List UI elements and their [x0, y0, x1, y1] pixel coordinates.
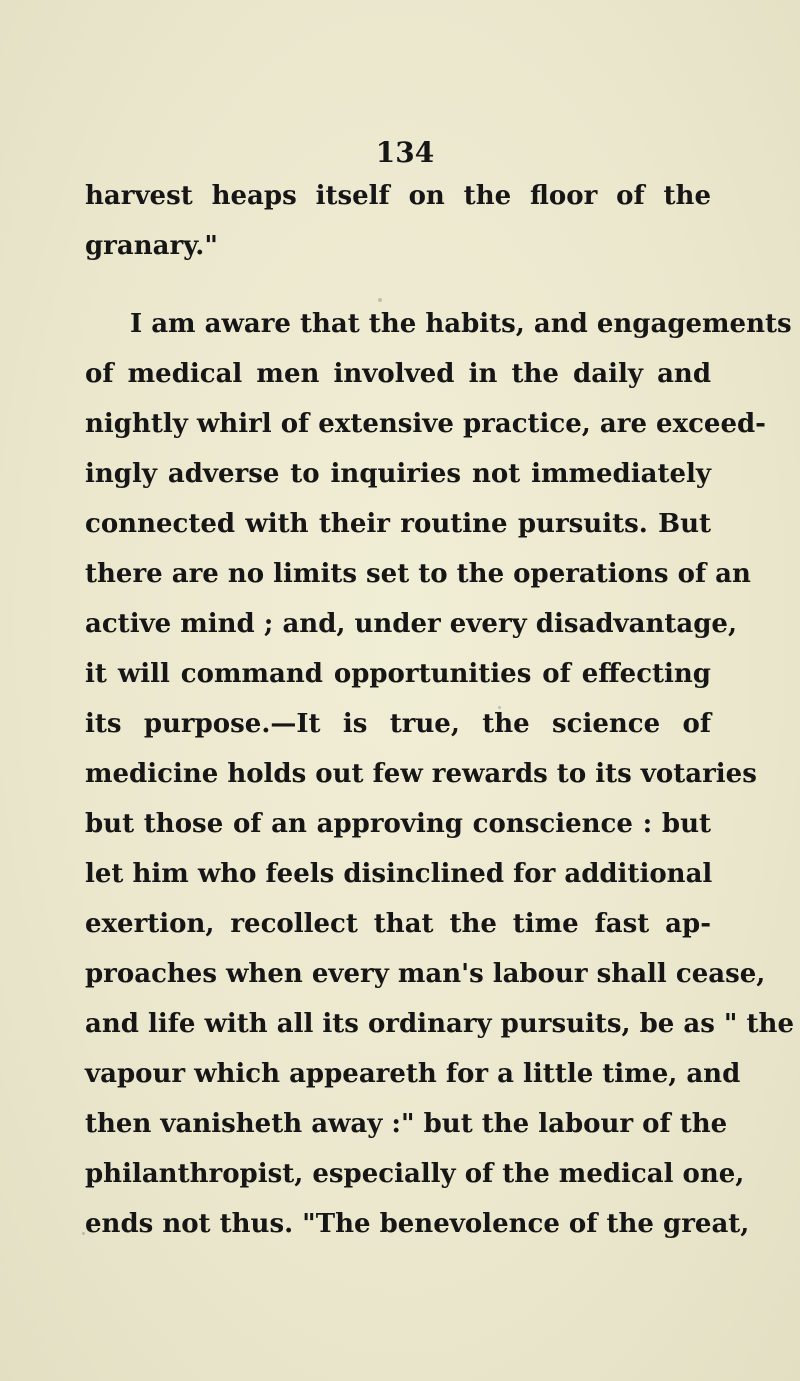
text-line-11: its purpose.—It is true, the science of [85, 709, 711, 739]
text-line-18: vapour which appeareth for a little time, and [85, 1059, 741, 1089]
text-line-14: let him who feels disinclined for additional [85, 859, 713, 889]
text-line-2: granary." [85, 231, 218, 261]
scan-speck [498, 706, 501, 709]
text-line-1: harvest heaps itself on the floor of the [85, 181, 711, 211]
page-number: 134 [375, 136, 435, 169]
text-line-6: ingly adverse to inquiries not immediately [85, 459, 711, 489]
scan-speck [82, 1232, 85, 1235]
text-line-3: I am aware that the habits, and engagements [130, 309, 792, 339]
text-line-8: there are no limits set to the operations of an [85, 559, 751, 589]
text-line-20: philanthropist, especially of the medical one, [85, 1159, 745, 1189]
text-line-12: medicine holds out few rewards to its votaries [85, 759, 757, 789]
text-line-5: nightly whirl of extensive practice, are exceed- [85, 409, 766, 439]
text-line-10: it will command opportunities of effecting [85, 659, 711, 689]
text-line-21: ends not thus. "The benevolence of the great, [85, 1209, 750, 1239]
text-line-7: connected with their routine pursuits. But [85, 509, 711, 539]
text-line-19: then vanisheth away :" but the labour of the [85, 1109, 728, 1139]
text-line-13: but those of an approving conscience : but [85, 809, 711, 839]
scan-speck [378, 298, 382, 302]
text-line-15: exertion, recollect that the time fast ap- [85, 909, 711, 939]
text-line-4: of medical men involved in the daily and [85, 359, 711, 389]
text-line-9: active mind ; and, under every disadvantage, [85, 609, 738, 639]
text-line-16: proaches when every man's labour shall cease, [85, 959, 766, 989]
text-line-17: and life with all its ordinary pursuits, be as " the [85, 1009, 794, 1039]
